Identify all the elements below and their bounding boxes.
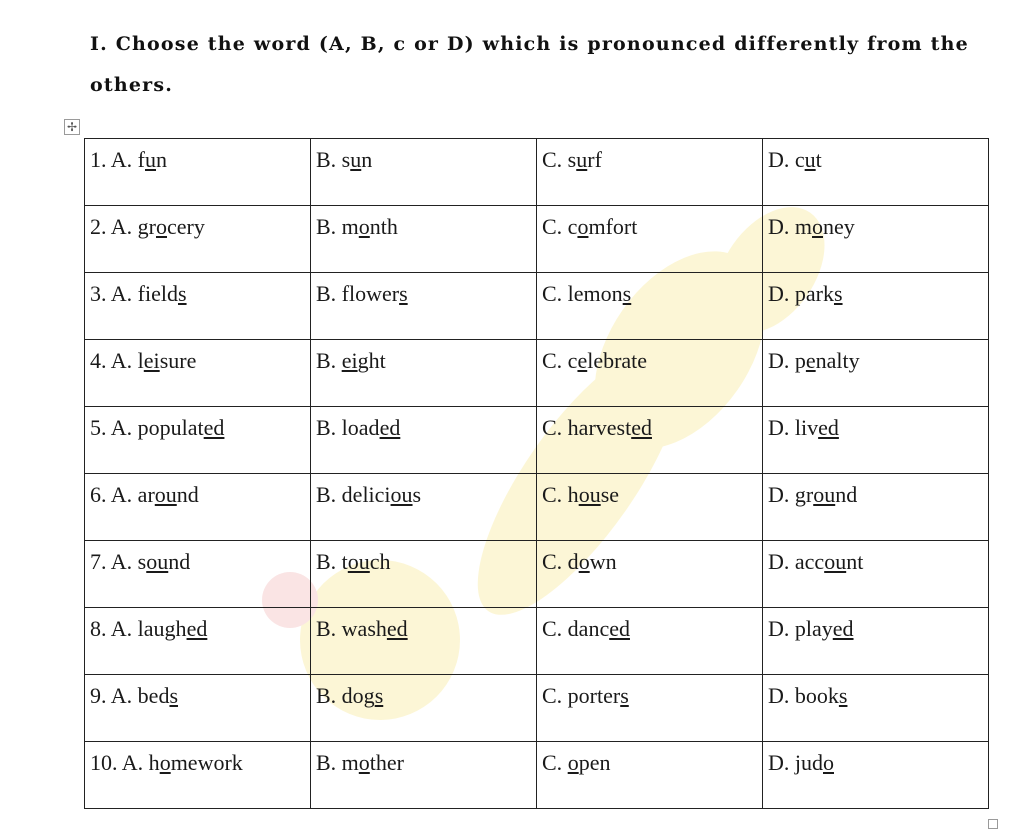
underlined-sound: ei [341, 348, 358, 373]
underlined-sound: ou [146, 549, 169, 574]
pronunciation-table [84, 138, 989, 809]
underlined-sound: s [374, 683, 384, 708]
underlined-sound: o [567, 750, 579, 775]
table-row [85, 139, 989, 206]
option-text: D. jud [768, 750, 823, 775]
option-text-rest: se [600, 482, 620, 507]
underlined-sound: u [350, 147, 362, 172]
option-text: 1. A. f [90, 147, 145, 172]
underlined-sound: ou [390, 482, 413, 507]
instruction-line-2: others. [90, 74, 174, 96]
option-text: D. gr [768, 482, 814, 507]
option-text: D. p [768, 348, 806, 373]
option-text: B. t [316, 549, 348, 574]
table-row [85, 340, 989, 407]
option-text-rest: nt [846, 549, 864, 574]
option-text-rest: ther [369, 750, 404, 775]
answer-option-cell [311, 273, 537, 340]
option-text-rest: s [412, 482, 422, 507]
answer-option-cell [537, 340, 763, 407]
table-row [85, 608, 989, 675]
option-text: 10. A. h [90, 750, 160, 775]
answer-option-cell [537, 742, 763, 809]
answer-option-cell [537, 541, 763, 608]
answer-option-cell [311, 407, 537, 474]
answer-option-cell [311, 675, 537, 742]
option-text: B. flower [316, 281, 400, 306]
table-row [85, 206, 989, 273]
answer-option-cell [311, 474, 537, 541]
underlined-sound: s [620, 683, 629, 708]
underlined-sound: ed [386, 616, 408, 641]
underlined-sound: o [159, 750, 171, 775]
option-text: C. c [542, 214, 578, 239]
answer-option-cell [85, 340, 311, 407]
answer-option-cell [85, 273, 311, 340]
option-text-rest: ch [369, 549, 391, 574]
answer-option-cell [85, 474, 311, 541]
underlined-sound: ou [824, 549, 847, 574]
answer-option-cell [763, 340, 989, 407]
option-text-rest: n [156, 147, 167, 172]
underlined-sound: ed [818, 415, 839, 440]
option-text-rest: ght [357, 348, 386, 373]
answer-option-cell [311, 206, 537, 273]
option-text-rest: nalty [815, 348, 860, 373]
underlined-sound: ed [379, 415, 401, 440]
underlined-sound: s [399, 281, 408, 306]
option-text: D. c [768, 147, 805, 172]
answer-option-cell [537, 206, 763, 273]
option-text-rest: nd [835, 482, 858, 507]
option-text-rest: rf [587, 147, 602, 172]
option-text-rest: nth [369, 214, 398, 239]
option-text: D. play [768, 616, 833, 641]
answer-option-cell [85, 206, 311, 273]
table-move-icon[interactable]: ✢ [64, 119, 80, 135]
answer-option-cell [537, 608, 763, 675]
underlined-sound: ou [578, 482, 601, 507]
answer-option-cell [763, 541, 989, 608]
option-text: 3. A. field [90, 281, 178, 306]
option-text: B. load [316, 415, 380, 440]
answer-option-cell [311, 541, 537, 608]
option-text: B. m [316, 214, 359, 239]
answer-option-cell [537, 273, 763, 340]
underlined-sound: s [178, 281, 187, 306]
option-text: D. m [768, 214, 812, 239]
table-row [85, 407, 989, 474]
answer-option-cell [763, 206, 989, 273]
answer-option-cell [763, 675, 989, 742]
answer-option-cell [311, 608, 537, 675]
answer-option-cell [763, 474, 989, 541]
underlined-sound: u [145, 147, 156, 172]
answer-option-cell [763, 742, 989, 809]
answer-option-cell [537, 474, 763, 541]
option-text-rest: ney [823, 214, 855, 239]
option-text: 6. A. ar [90, 482, 155, 507]
option-text: 4. A. l [90, 348, 144, 373]
option-text: B. m [316, 750, 359, 775]
underlined-sound: o [812, 214, 823, 239]
answer-option-cell [311, 340, 537, 407]
underlined-sound: e [805, 348, 816, 373]
table-row [85, 541, 989, 608]
answer-option-cell [311, 742, 537, 809]
option-text: C. harvest [542, 415, 632, 440]
option-text: 5. A. populat [90, 415, 204, 440]
underlined-sound: o [823, 750, 834, 775]
option-text-rest: lebrate [587, 348, 648, 373]
option-text-rest: sure [159, 348, 197, 373]
underlined-sound: ed [609, 616, 630, 641]
option-text: 8. A. laugh [90, 616, 187, 641]
option-text-rest: n [361, 147, 373, 172]
underlined-sound: e [577, 348, 588, 373]
underlined-sound: s [169, 683, 179, 708]
answer-option-cell [85, 675, 311, 742]
underlined-sound: u [576, 147, 588, 172]
option-text: D. book [768, 683, 839, 708]
option-text: B. wash [316, 616, 387, 641]
underlined-sound: s [838, 683, 848, 708]
option-text-rest: cery [167, 214, 205, 239]
option-text-rest: pen [578, 750, 611, 775]
answer-option-cell [311, 139, 537, 206]
option-text: B. dog [316, 683, 375, 708]
option-text: 2. A. gr [90, 214, 156, 239]
instruction-line-1: I. Choose the word (A, B, c or D) which is pronounced differently from the [90, 33, 969, 55]
answer-option-cell [85, 407, 311, 474]
option-text: C. danc [542, 616, 610, 641]
answer-option-cell [537, 675, 763, 742]
option-text: D. park [768, 281, 834, 306]
underlined-sound: o [358, 214, 370, 239]
underlined-sound: ou [154, 482, 177, 507]
option-text: C. s [542, 147, 577, 172]
underlined-sound: ou [813, 482, 836, 507]
answer-option-cell [85, 139, 311, 206]
option-text: D. acc [768, 549, 825, 574]
underlined-sound: s [833, 281, 843, 306]
option-text-rest: nd [176, 482, 199, 507]
option-text: B. [316, 348, 342, 373]
table-row [85, 742, 989, 809]
underlined-sound: s [622, 281, 632, 306]
underlined-sound: ed [203, 415, 225, 440]
option-text: C. lemon [542, 281, 623, 306]
option-text: B. delici [316, 482, 391, 507]
answer-option-cell [537, 139, 763, 206]
option-text-rest: t [815, 147, 822, 172]
option-text: B. s [316, 147, 351, 172]
option-text: D. liv [768, 415, 819, 440]
option-text: 7. A. s [90, 549, 147, 574]
answer-option-cell [763, 608, 989, 675]
option-text-rest: mfort [588, 214, 638, 239]
option-text: C. [542, 750, 568, 775]
option-text: 9. A. bed [90, 683, 170, 708]
table-resize-handle[interactable] [988, 819, 998, 829]
underlined-sound: ed [186, 616, 208, 641]
answer-option-cell [85, 608, 311, 675]
answer-option-cell [763, 273, 989, 340]
underlined-sound: ei [143, 348, 160, 373]
underlined-sound: u [804, 147, 816, 172]
instruction [90, 24, 990, 106]
underlined-sound: o [577, 214, 589, 239]
answer-option-cell [85, 541, 311, 608]
table-row [85, 474, 989, 541]
answer-option-cell [763, 407, 989, 474]
underlined-sound: ed [631, 415, 652, 440]
underlined-sound: o [578, 549, 590, 574]
answer-option-cell [537, 407, 763, 474]
option-text: C. h [542, 482, 579, 507]
answer-option-cell [763, 139, 989, 206]
underlined-sound: ou [347, 549, 370, 574]
answer-option-cell [85, 742, 311, 809]
option-text: C. c [542, 348, 578, 373]
option-text: C. porter [542, 683, 621, 708]
underlined-sound: o [358, 750, 370, 775]
option-text-rest: nd [168, 549, 191, 574]
option-text: C. d [542, 549, 579, 574]
underlined-sound: o [156, 214, 167, 239]
table-row [85, 273, 989, 340]
underlined-sound: ed [832, 616, 854, 641]
option-text-rest: mework [170, 750, 243, 775]
table-row [85, 675, 989, 742]
option-text-rest: wn [589, 549, 617, 574]
